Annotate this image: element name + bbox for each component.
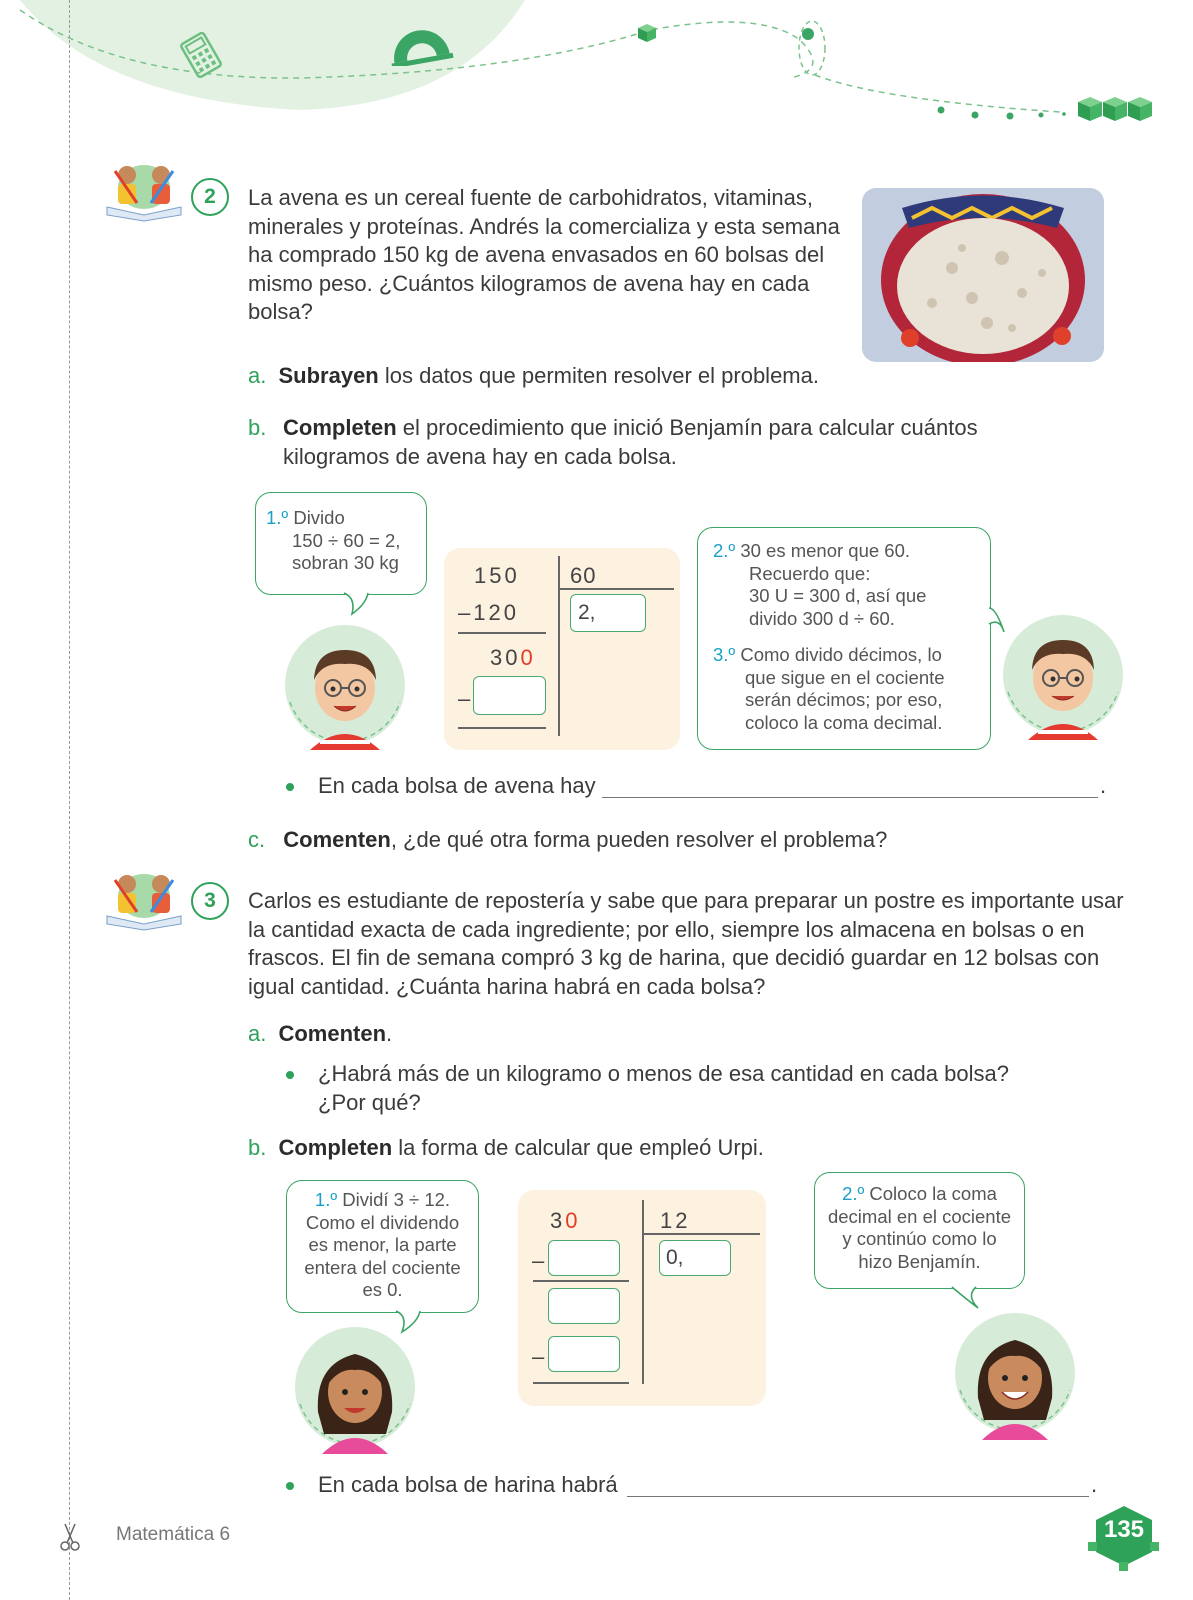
step-2-line-3: 30 U = 300 d, así que [749, 585, 927, 606]
divisor-line [642, 1233, 760, 1235]
problem-2-number: 2 [191, 178, 229, 216]
dividend-added-zero: 0 [565, 1208, 581, 1233]
speech-bubble-urpi-step-1 [286, 1180, 479, 1313]
step-2-line-4: divido 300 d ÷ 60. [749, 607, 895, 629]
subtraction-line-1 [458, 632, 546, 634]
item-a-keyword: Subrayen [278, 363, 379, 388]
quotient-box[interactable]: 2, [570, 594, 646, 632]
urpi-step-1-label: 1.º [314, 1189, 338, 1210]
item-a-rest: . [386, 1021, 393, 1046]
minus-sign-2: – [532, 1344, 548, 1369]
minus-sign-1: – [532, 1248, 548, 1273]
remainder-added-zero: 0 [520, 645, 536, 670]
boy-benjamin-avatar [280, 622, 410, 752]
item-b-rest: el procedimiento que inició Benjamín para calcular cuántos kilogramos de avena hay en cada bolsa. [283, 415, 978, 469]
urpi-step-1-line-4: entera del cociente [304, 1256, 461, 1278]
remainder-box[interactable] [548, 1288, 620, 1324]
cubes-icon [1078, 94, 1154, 124]
step-2-line-2: Recuerdo que: [749, 562, 871, 584]
problem-2-item-a [248, 362, 1128, 391]
problem-2-item-c [248, 826, 1128, 855]
remainder-digits: 30 [490, 645, 521, 670]
item-a-keyword: Comenten [278, 1021, 387, 1046]
subtraction-line-2 [533, 1382, 629, 1384]
cut-line [69, 0, 70, 1600]
urpi-step-2-label: 2.º [842, 1183, 865, 1204]
step-3-line-4: coloco la coma decimal. [745, 711, 943, 733]
bullet-dot [286, 1071, 294, 1079]
step-1-title: Divido [293, 507, 345, 528]
problem-3-question-line-2: ¿Por qué? [318, 1090, 421, 1115]
divisor: 60 [570, 563, 597, 588]
step-3-line-1: Como divido décimos, lo [740, 644, 942, 665]
girl-urpi-avatar-right [950, 1310, 1080, 1440]
subtraction-box-1[interactable] [548, 1240, 620, 1276]
problem-2-item-b-text [283, 414, 1023, 471]
bubble-tail [950, 1286, 980, 1310]
speech-bubble-steps-2-3 [697, 527, 991, 750]
item-b-letter: b. [248, 1135, 267, 1160]
item-b-letter: b. [248, 415, 267, 440]
subtraction-box-2[interactable] [548, 1336, 620, 1372]
step-1-line-2: sobran 30 kg [292, 552, 399, 573]
problem-3-answer-prompt: En cada bolsa de harina habrá [318, 1472, 618, 1497]
step-1-line-1: 150 ÷ 60 = 2, [292, 529, 401, 551]
urpi-step-1-line-5: es 0. [362, 1279, 403, 1300]
item-c-text: , ¿de qué otra forma pueden resolver el problema? [390, 827, 888, 852]
problem-3-item-a [248, 1020, 1128, 1049]
division-vertical-line [558, 556, 560, 736]
answer-line-2[interactable] [627, 1496, 1089, 1497]
cube-icon [636, 22, 658, 44]
dividend-digit: 3 [550, 1208, 566, 1233]
calculator-icon [178, 32, 224, 78]
urpi-step-1-line-2: Como el dividendo [305, 1211, 460, 1233]
subtrahend: –120 [458, 600, 519, 625]
group-work-icon [103, 866, 185, 932]
bubble-tail [342, 592, 372, 616]
bullet-dot [286, 1482, 294, 1490]
answer-period: . [1091, 1472, 1098, 1497]
step-2-line-1: 30 es menor que 60. [740, 540, 911, 561]
oats-photo [862, 188, 1104, 362]
item-b-rest: la forma de calcular que empleó Urpi. [392, 1135, 764, 1160]
protractor-icon [388, 22, 458, 66]
step-3-label: 3.º [713, 644, 736, 665]
problem-3-text: Carlos es estudiante de repostería y sabe que para preparar un postre es importante usar la cantidad exacta de cada ingrediente; por ello, siempre los almacena en bolsas o en frascos. El fin de semana compró 3 kg de harina, que decidió guardar en 12 bolsas con igual cantidad. ¿Cuánta harina habrá en cada bolsa? [248, 888, 1124, 999]
division-vertical-line [642, 1200, 644, 1384]
item-c-keyword: Comenten [283, 827, 391, 852]
group-work-icon [103, 157, 185, 223]
step-3-line-2: que sigue en el cociente [745, 666, 945, 688]
boy-benjamin-avatar-right [998, 612, 1128, 742]
problem-2-answer-prompt: En cada bolsa de avena hay [318, 773, 596, 798]
subtraction-line-1 [533, 1280, 629, 1282]
minus-sign: – [458, 686, 474, 711]
problem-2-item-b [248, 414, 266, 443]
problem-3-item-b [248, 1134, 1128, 1163]
answer-period: . [1100, 773, 1107, 798]
urpi-step-2-line-2: decimal en el cociente [827, 1205, 1012, 1227]
quotient-box[interactable]: 0, [659, 1240, 731, 1276]
remainder [490, 645, 536, 671]
item-c-letter: c. [248, 827, 266, 852]
step-3-line-3: serán décimos; por eso, [745, 689, 943, 710]
step-1-label: 1.º [266, 507, 289, 528]
dividend: 150 [474, 563, 520, 588]
item-b-keyword: Completen [278, 1135, 393, 1160]
bullet-dot [286, 783, 294, 791]
speech-bubble-step-1 [255, 492, 427, 595]
speech-bubble-urpi-step-2 [814, 1172, 1025, 1289]
urpi-step-1-line-3: es menor, la parte [308, 1234, 457, 1255]
problem-3-number: 3 [191, 882, 229, 920]
divisor: 12 [660, 1208, 691, 1233]
subtraction-line-2 [458, 727, 546, 729]
item-b-keyword: Completen [283, 415, 397, 440]
item-a-text: los datos que permiten resolver el problema. [378, 363, 819, 388]
item-a-letter: a. [248, 363, 267, 388]
urpi-step-2-line-1: Coloco la coma [869, 1183, 997, 1204]
urpi-step-1-line-1: Dividí 3 ÷ 12. [342, 1189, 451, 1210]
scissors-icon [58, 1522, 82, 1552]
footer-book-title: Matemática 6 [116, 1524, 231, 1545]
urpi-step-2-line-3: y continúo como lo [842, 1228, 997, 1249]
step-2-label: 2.º [713, 540, 736, 561]
girl-urpi-avatar [290, 1324, 420, 1454]
urpi-step-2-line-4: hizo Benjamín. [858, 1250, 981, 1272]
item-a-letter: a. [248, 1021, 267, 1046]
answer-line-1[interactable] [602, 797, 1098, 798]
divisor-line [558, 588, 674, 590]
page-number: 135 [1103, 1516, 1145, 1543]
subtraction-answer-box[interactable] [473, 676, 546, 715]
problem-2-text: La avena es un cereal fuente de carbohidratos, vitaminas, minerales y proteínas. Andrés la comercializa y esta semana ha comprado 150 kg de avena envasados en 60 bolsas del mismo peso. ¿Cuántos kilogramos de avena hay en cada bolsa? [248, 185, 840, 324]
dividend [550, 1208, 581, 1234]
problem-3-question-line-1: ¿Habrá más de un kilogramo o menos de esa cantidad en cada bolsa? [318, 1061, 1009, 1086]
